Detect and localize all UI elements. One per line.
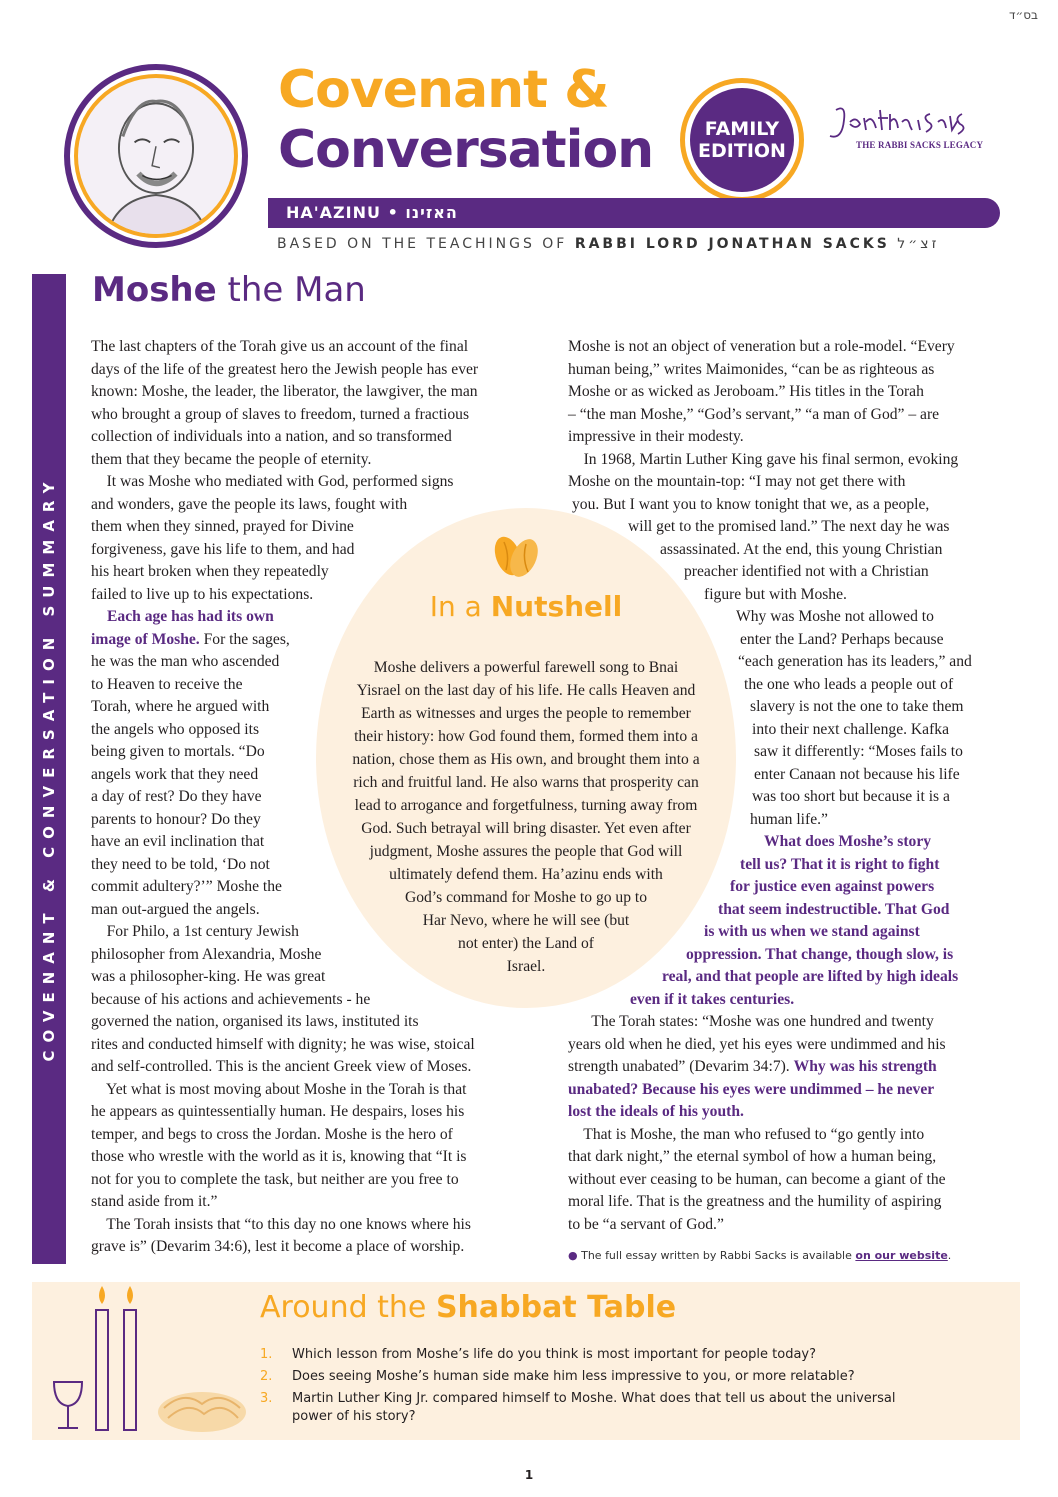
article-highlight: even if it takes centuries.	[630, 990, 795, 1008]
based-on-suffix: זצ״ל	[889, 236, 940, 252]
article-highlight: lost the ideals of his youth.	[568, 1103, 744, 1120]
article-col2	[568, 336, 972, 1236]
article-title	[92, 270, 366, 310]
article-line: enter the Land? Perhaps because	[740, 630, 944, 648]
article-line: parents to honour? Do they	[91, 810, 261, 828]
article-line: angels work that they need	[91, 765, 259, 783]
article-highlight: for justice even against powers	[730, 878, 935, 895]
nutshell-line: rich and fruitful land. He also warns that prosperity can	[353, 774, 699, 791]
rabbi-portrait	[64, 64, 248, 248]
footnote	[568, 1249, 951, 1262]
nutshell-line: Yisrael on the last day of his life. He calls Heaven and	[356, 682, 696, 699]
candles-kiddush-challah-icon	[44, 1272, 254, 1440]
bullet-dot-icon: ●	[568, 1249, 582, 1262]
article-line: In 1968, Martin Luther King gave his final sermon, evoking	[568, 450, 959, 468]
shabbat-title-bold: Shabbat Table	[435, 1290, 677, 1325]
article-line: the angels who opposed its	[91, 720, 260, 738]
article-line: without ever ceasing to be human, can become a giant of the	[568, 1170, 946, 1188]
article-line: strength unabated” (Devarim 34:7).	[568, 1058, 794, 1075]
article-line: you. But I want you to know tonight that we, as a people,	[572, 495, 930, 513]
article-line: The last chapters of the Torah give us an account of the final	[91, 338, 469, 355]
article-line: and self-controlled. This is the ancient Greek view of Moses.	[91, 1058, 472, 1075]
nutshell-line: Israel.	[506, 958, 546, 975]
parasha-banner: HA'AZINU • האזינו	[268, 198, 1000, 228]
article-line: to Heaven to receive the	[91, 675, 243, 693]
article-line: – “the man Moshe,” “God’s servant,” “a man of God” – are	[568, 405, 940, 423]
article-line: he appears as quintessentially human. He despairs, loses his	[91, 1103, 465, 1120]
article-highlight: is with us when we stand against	[704, 923, 920, 940]
article-line: he was the man who ascended	[91, 653, 280, 670]
nutshell-line: nation, chose them as His own, and brought them into a	[352, 751, 700, 768]
article-highlight: real, and that people are lifted by high ideals	[662, 968, 959, 985]
nutshell-line: God’s command for Moshe to go up to	[404, 889, 648, 906]
title-covenant: Covenant &	[278, 60, 609, 120]
question-number: 3.	[260, 1391, 273, 1406]
article-line: years old when he died, yet his eyes were undimmed and his	[568, 1035, 946, 1053]
question-number: 2.	[260, 1369, 273, 1384]
article-line: his heart broken when they repeatedly	[91, 563, 329, 580]
question-3-cont: power of his story?	[292, 1409, 416, 1424]
article-line: being given to mortals. “Do	[91, 743, 265, 760]
article-line: saw it differently: “Moses fails to	[754, 743, 963, 760]
article-line: impressive in their modesty.	[568, 428, 744, 445]
badge-line1: FAMILY	[704, 118, 780, 140]
sidebar-label: COVENANT & CONVERSATION SUMMARY	[40, 474, 58, 1062]
article-line: them that they became the people of eternity.	[91, 450, 372, 468]
article-highlight: unabated? Because his eyes were undimmed – he never	[568, 1080, 935, 1098]
portrait-sketch-icon	[78, 78, 234, 234]
article-line: the one who leads a people out of	[744, 675, 954, 693]
article-highlight: tell us? That it is right to fight	[740, 855, 940, 873]
article-line: Yet what is most moving about Moshe in the Torah is that	[91, 1080, 467, 1098]
article-line: human being,” writes Maimonides, “can be as righteous as	[568, 360, 935, 378]
article-line: commit adultery?’” Moshe the	[91, 878, 282, 895]
article-line: temper, and begs to cross the Jordan. Moshe is the hero of	[91, 1125, 453, 1143]
article-line: stand aside from it.”	[91, 1193, 218, 1210]
footnote-text: The full essay written by Rabbi Sacks is available	[581, 1249, 856, 1262]
article-highlight: Each age has had its own	[107, 608, 274, 625]
article-col1-top	[91, 336, 478, 1259]
shabbat-title-pre: Around the	[260, 1290, 436, 1325]
nutshell-line: ultimately defend them. Ha’azinu ends with	[389, 866, 663, 883]
nutshell-line: lead to arrogance and forgetfulness, turning away from	[354, 797, 698, 814]
article-line: For the sages,	[199, 630, 290, 648]
article-line: those who wrestle with the world as it is, knowing that “It is	[91, 1148, 467, 1165]
bsd-label: בס״ד	[1008, 8, 1038, 22]
article-line: slavery is not the one to take them	[750, 698, 964, 715]
article-line: governed the nation, organised its laws, instituted its	[91, 1013, 419, 1030]
article-line: grave is” (Devarim 34:6), lest it become a place of worship.	[91, 1238, 465, 1255]
article-title-rest: the Man	[216, 270, 366, 310]
article-highlight: What does Moshe’s story	[764, 833, 932, 850]
article-line: was too short but because it is a	[752, 788, 950, 805]
article-line: collection of individuals into a nation, and so transformed	[91, 428, 452, 445]
article-line: because of his actions and achievements - he	[91, 990, 371, 1008]
nutshell-line: Earth as witnesses and urges the people to remember	[361, 705, 691, 722]
question-text: Which lesson from Moshe’s life do you think is most important for people today?	[292, 1347, 817, 1362]
article-line: will get to the promised land.” The next day he was	[628, 518, 950, 535]
article-line: rites and conducted himself with dignity; he was wise, stoical	[91, 1035, 475, 1053]
logo-subtitle: THE RABBI SACKS LEGACY	[856, 140, 984, 150]
article-line: Why was Moshe not allowed to	[736, 608, 934, 625]
article-line: days of the life of the greatest hero the Jewish people has ever	[91, 360, 479, 378]
article-line: into their next challenge. Kafka	[752, 720, 950, 738]
article-line: Moshe is not an object of veneration but a role-model. “Every	[568, 338, 955, 355]
article-line: Moshe on the mountain-top: “I may not get there with	[568, 473, 906, 490]
title-conversation: Conversation	[278, 120, 654, 180]
article-line: Moshe or as wicked as Jeroboam.” His titles in the Torah	[568, 383, 924, 400]
article-line: known: Moshe, the leader, the liberator, the lawgiver, the man	[91, 383, 478, 400]
based-on-prefix: BASED ON THE TEACHINGS OF	[277, 236, 575, 252]
article-line: The Torah insists that “to this day no one knows where his	[91, 1215, 471, 1233]
article-line: and wonders, gave the people its laws, fought with	[91, 495, 408, 513]
article-line: figure but with Moshe.	[704, 585, 847, 603]
article-line: preacher identified not with a Christian	[684, 563, 929, 580]
article-line: That is Moshe, the man who refused to “go gently into	[568, 1125, 925, 1143]
article-line: It was Moshe who mediated with God, performed signs	[91, 473, 454, 490]
family-edition-badge	[680, 78, 804, 202]
based-on-name: RABBI LORD JONATHAN SACKS	[574, 236, 890, 252]
question-3	[260, 1390, 895, 1408]
article-line: Torah, where he argued with	[91, 698, 270, 715]
article-line: they need to be told, ‘Do not	[91, 855, 270, 873]
nutshell-line: Har Nevo, where he will see (but	[422, 912, 630, 929]
article-line: a day of rest? Do they have	[91, 788, 262, 805]
website-link[interactable]: on our website	[855, 1249, 948, 1262]
footnote-end: .	[947, 1249, 952, 1262]
article-line: “each generation has its leaders,” and	[738, 653, 972, 670]
article-line: who brought a group of slaves to freedom, turned a fractious	[91, 405, 470, 423]
nutshell-title-pre: In a	[429, 590, 491, 623]
article-highlight: that seem indestructible. That God	[718, 900, 950, 918]
article-line: human life.”	[750, 810, 828, 828]
question-text: Martin Luther King Jr. compared himself to Moshe. What does that tell us about the universal	[292, 1391, 896, 1406]
almond-icon	[486, 532, 546, 580]
question-2	[260, 1368, 855, 1386]
article-line: them when they sinned, prayed for Divine	[91, 518, 354, 535]
article-line: enter Canaan not because his life	[754, 765, 960, 783]
article-line: assassinated. At the end, this young Christian	[660, 540, 943, 558]
nutshell-line: judgment, Moshe assures the people that God will	[369, 843, 683, 860]
article-highlight: image of Moshe.	[91, 630, 200, 648]
badge-line2: EDITION	[698, 140, 786, 162]
article-title-bold: Moshe	[92, 270, 217, 310]
article-line: failed to live up to his expectations.	[91, 585, 314, 603]
article-line: was a philosopher-king. He was great	[91, 968, 326, 985]
shabbat-title	[260, 1290, 676, 1325]
article-line: not for you to complete the task, but neither are you free to	[91, 1170, 459, 1188]
article-line: that dark night,” the eternal symbol of how a human being,	[568, 1148, 937, 1165]
article-highlight: Why was his strength	[793, 1058, 937, 1075]
page-number: 1	[524, 1468, 534, 1482]
article-line: For Philo, a 1st century Jewish	[91, 923, 299, 940]
nutshell-title-bold: Nutshell	[490, 590, 623, 623]
based-on-line	[277, 236, 939, 252]
article-highlight: oppression. That change, though slow, is	[686, 945, 954, 963]
question-number: 1.	[260, 1347, 273, 1362]
article-line: philosopher from Alexandria, Moshe	[91, 945, 322, 963]
article-line: have an evil inclination that	[91, 833, 265, 850]
nutshell-line: their history: how God found them, formed them into a	[354, 728, 698, 745]
nutshell-line: not enter) the Land of	[458, 935, 594, 952]
nutshell-line: Moshe delivers a powerful farewell song to Bnai	[373, 659, 679, 676]
article-line: moral life. That is the greatness and the humility of aspiring	[568, 1193, 942, 1210]
article-line: man out-argued the angels.	[91, 900, 260, 918]
article-line: to be “a servant of God.”	[568, 1215, 724, 1233]
question-1	[260, 1346, 816, 1364]
article-line: The Torah states: “Moshe was one hundred and twenty	[576, 1013, 934, 1030]
article-line: forgiveness, gave his life to them, and had	[91, 540, 355, 558]
nutshell-line: God. Such betrayal will bring disaster. Yet even after	[361, 820, 691, 837]
question-text: Does seeing Moshe’s human side make him less impressive to you, or more relatable?	[292, 1369, 855, 1384]
